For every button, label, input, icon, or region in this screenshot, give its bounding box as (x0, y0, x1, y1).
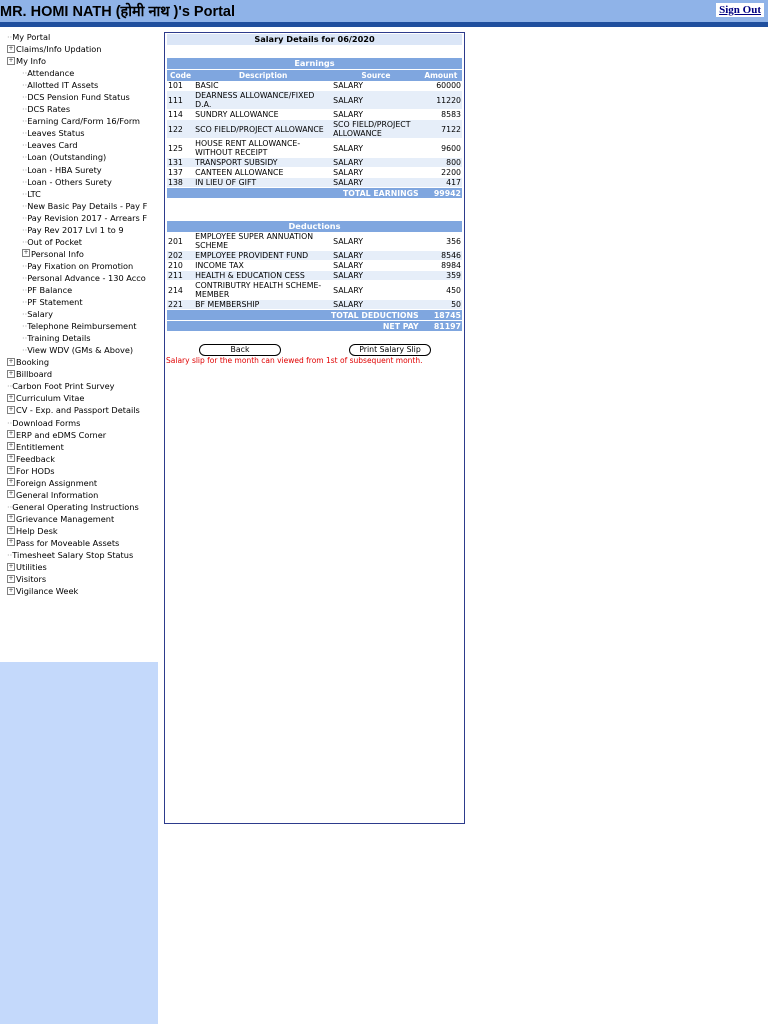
print-salary-slip-button[interactable]: Print Salary Slip (349, 344, 431, 356)
expand-icon[interactable]: + (8, 369, 14, 377)
expand-icon[interactable]: + (8, 538, 14, 546)
sidebar-item-label: Claims/Info Updation (16, 44, 102, 55)
expand-icon[interactable]: + (8, 357, 14, 365)
expand-icon[interactable]: + (8, 562, 14, 570)
sidebar-item-label: Leaves Card (27, 140, 78, 151)
cell-desc: EMPLOYEE SUPER ANNUATION SCHEME (194, 232, 332, 251)
sidebar-item-label: Attendance (27, 68, 75, 79)
sidebar-item[interactable] (0, 537, 158, 549)
sidebar-item[interactable] (0, 344, 158, 356)
cell-amount: 356 (420, 232, 462, 251)
deductions-table (167, 232, 462, 332)
tree-connector-icon: ·· (22, 128, 28, 139)
sidebar-item-label: PF Statement (27, 297, 83, 308)
cell-desc: HEALTH & EDUCATION CESS (194, 271, 332, 281)
tree-connector-icon: ·· (22, 212, 28, 223)
cell-amount: 9600 (420, 139, 462, 158)
col-source: Source (332, 70, 420, 81)
salary-panel (164, 32, 465, 824)
cell-code: 201 (167, 232, 194, 251)
cell-desc: SCO FIELD/PROJECT ALLOWANCE (194, 120, 332, 139)
cell-source: SALARY (332, 251, 420, 261)
expand-icon[interactable]: + (8, 454, 14, 462)
cell-code: 211 (167, 271, 194, 281)
back-button[interactable]: Back (199, 344, 281, 356)
sidebar-item[interactable] (0, 417, 158, 429)
tree-connector-icon: ·· (22, 116, 28, 127)
tree-connector-icon: ·· (22, 92, 28, 103)
expand-icon[interactable]: + (8, 405, 14, 413)
tree-connector-icon: ·· (7, 417, 13, 428)
deductions-header: Deductions (167, 221, 462, 232)
header-bar (0, 0, 768, 22)
cell-code: 114 (167, 110, 194, 120)
cell-code: 131 (167, 158, 194, 168)
table-row (167, 158, 462, 168)
sidebar-item[interactable] (0, 272, 158, 284)
sidebar-item[interactable] (0, 31, 158, 43)
sidebar-item[interactable] (0, 501, 158, 513)
salary-slip-note: Salary slip for the month can viewed from 1st of subsequent month. (166, 356, 423, 365)
table-row (167, 81, 462, 91)
cell-source: SCO FIELD/PROJECT ALLOWANCE (332, 120, 420, 139)
cell-desc: BF MEMBERSHIP (194, 300, 332, 310)
tree-connector-icon: ·· (22, 164, 28, 175)
expand-icon[interactable]: + (8, 574, 14, 582)
cell-source: SALARY (332, 281, 420, 300)
cell-amount: 8546 (420, 251, 462, 261)
sidebar-item-label: For HODs (16, 465, 55, 476)
cell-source: SALARY (332, 158, 420, 168)
tree-connector-icon: ·· (22, 333, 28, 344)
sidebar-item[interactable] (0, 441, 158, 453)
sidebar-item-label: DCS Rates (27, 104, 71, 115)
sidebar-item-label: General Information (16, 489, 99, 500)
sidebar-item-label: Pay Revision 2017 - Arrears F (27, 212, 148, 223)
sidebar-item[interactable] (0, 404, 158, 416)
table-row (167, 232, 462, 251)
table-row (167, 91, 462, 110)
sidebar-item[interactable] (0, 79, 158, 91)
sidebar-item[interactable] (0, 139, 158, 151)
cell-source: SALARY (332, 300, 420, 310)
sidebar-item-label: Booking (16, 357, 50, 368)
sidebar-item[interactable] (0, 224, 158, 236)
sidebar-item[interactable] (0, 525, 158, 537)
tree-connector-icon: ·· (22, 224, 28, 235)
cell-code: 122 (167, 120, 194, 139)
sidebar-item[interactable] (0, 284, 158, 296)
sidebar-item-label: Training Details (27, 333, 91, 344)
cell-desc: EMPLOYEE PROVIDENT FUND (194, 251, 332, 261)
sidebar-filler (0, 662, 158, 1024)
cell-amount: 417 (420, 178, 462, 188)
cell-desc: HOUSE RENT ALLOWANCE-WITHOUT RECEIPT (194, 139, 332, 158)
sidebar-item[interactable] (0, 429, 158, 441)
sidebar-item[interactable] (0, 200, 158, 212)
sidebar-item[interactable] (0, 103, 158, 115)
table-row (167, 271, 462, 281)
col-description: Description (194, 70, 332, 81)
sidebar-item-label: Feedback (16, 453, 55, 464)
sidebar-item-label: Telephone Reimbursement (27, 321, 137, 332)
sidebar-item[interactable] (0, 513, 158, 525)
sidebar-item-label: Earning Card/Form 16/Form (27, 116, 141, 127)
sidebar-item[interactable] (0, 127, 158, 139)
sidebar-item-label: Pay Rev 2017 Lvl 1 to 9 (27, 224, 124, 235)
sidebar-item[interactable] (0, 356, 158, 368)
cell-amount: 450 (420, 281, 462, 300)
sidebar-item-label: Allotted IT Assets (27, 80, 99, 91)
sidebar-item[interactable] (0, 380, 158, 392)
expand-icon[interactable]: + (8, 466, 14, 474)
sidebar-item-label: Grievance Management (16, 513, 115, 524)
cell-source: SALARY (332, 232, 420, 251)
sidebar-item-label: Entitlement (16, 441, 64, 452)
cell-amount: 8583 (420, 110, 462, 120)
sidebar-item-label: Timesheet Salary Stop Status (12, 550, 134, 561)
cell-amount: 359 (420, 271, 462, 281)
sidebar-item[interactable] (0, 164, 158, 176)
cell-source: SALARY (332, 81, 420, 91)
portal-title: MR. HOMI NATH (होमी नाथ )'s Portal (0, 4, 236, 20)
cell-code: 101 (167, 81, 194, 91)
cell-amount: 7122 (420, 120, 462, 139)
table-row (167, 261, 462, 271)
sidebar-item[interactable] (0, 549, 158, 561)
tree-connector-icon: ·· (22, 272, 28, 283)
tree-connector-icon: ·· (22, 297, 28, 308)
sidebar-item-label: CV - Exp. and Passport Details (16, 405, 140, 416)
sidebar-item-label: My Info (16, 56, 47, 67)
sidebar-item[interactable] (0, 453, 158, 465)
expand-icon[interactable]: + (8, 586, 14, 594)
sidebar (0, 27, 158, 1024)
expand-icon[interactable]: + (8, 44, 14, 52)
sidebar-item[interactable] (0, 332, 158, 344)
sidebar-item-label: Loan (Outstanding) (27, 152, 107, 163)
col-amount: Amount (420, 70, 462, 81)
tree-connector-icon: ·· (7, 501, 13, 512)
sidebar-item-label: View WDV (GMs & Above) (27, 345, 134, 356)
cell-code: 138 (167, 178, 194, 188)
cell-source: SALARY (332, 261, 420, 271)
cell-desc: SUNDRY ALLOWANCE (194, 110, 332, 120)
expand-icon[interactable]: + (8, 430, 14, 438)
expand-icon[interactable]: + (8, 56, 14, 64)
sidebar-item-label: Utilities (16, 562, 47, 573)
cell-code: 210 (167, 261, 194, 271)
tree-connector-icon: ·· (22, 80, 28, 91)
tree-connector-icon: ·· (7, 32, 13, 42)
table-row (167, 139, 462, 158)
sidebar-item-label: Billboard (16, 369, 53, 380)
table-row (167, 300, 462, 310)
sidebar-item-label: Leaves Status (27, 128, 85, 139)
cell-source: SALARY (332, 168, 420, 178)
tree-connector-icon: ·· (22, 152, 28, 163)
sidebar-item-label: Loan - Others Surety (27, 176, 112, 187)
sidebar-item[interactable] (0, 115, 158, 127)
sidebar-item[interactable] (0, 368, 158, 380)
table-row (167, 168, 462, 178)
cell-source: SALARY (332, 271, 420, 281)
expand-icon[interactable]: + (8, 490, 14, 498)
earnings-table (167, 70, 462, 199)
sidebar-item-label: Salary (27, 309, 53, 320)
tree-connector-icon: ·· (22, 345, 28, 356)
sidebar-item-label: Pass for Moveable Assets (16, 537, 120, 548)
total-deductions-value: 18745 (420, 310, 462, 321)
sidebar-item-label: DCS Pension Fund Status (27, 92, 130, 103)
expand-icon[interactable]: + (8, 526, 14, 534)
sidebar-item[interactable] (0, 188, 158, 200)
tree-connector-icon: ·· (22, 284, 28, 295)
tree-connector-icon: ·· (22, 309, 28, 320)
sidebar-item[interactable] (0, 91, 158, 103)
expand-icon[interactable]: + (8, 478, 14, 486)
sidebar-item-label: Curriculum Vitae (16, 393, 85, 404)
sidebar-item[interactable] (0, 561, 158, 573)
cell-amount: 800 (420, 158, 462, 168)
sidebar-item[interactable] (0, 212, 158, 224)
cell-code: 137 (167, 168, 194, 178)
cell-amount: 11220 (420, 91, 462, 110)
total-earnings-label: TOTAL EARNINGS (167, 188, 420, 199)
sidebar-item-label: ERP and eDMS Corner (16, 429, 107, 440)
sidebar-item[interactable] (0, 308, 158, 320)
expand-icon[interactable]: + (8, 393, 14, 401)
cell-amount: 8984 (420, 261, 462, 271)
cell-code: 202 (167, 251, 194, 261)
tree-connector-icon: ·· (22, 104, 28, 115)
sidebar-item[interactable] (0, 573, 158, 585)
sidebar-item[interactable] (0, 320, 158, 332)
sidebar-item-label: LTC (27, 188, 41, 199)
sidebar-item-label: Visitors (16, 574, 47, 585)
tree-connector-icon: ·· (22, 321, 28, 332)
nav-tree (0, 31, 158, 597)
tree-connector-icon: ·· (7, 550, 13, 561)
sidebar-item[interactable] (0, 55, 158, 67)
cell-code: 214 (167, 281, 194, 300)
cell-code: 125 (167, 139, 194, 158)
cell-desc: DEARNESS ALLOWANCE/FIXED D.A. (194, 91, 332, 110)
table-row (167, 120, 462, 139)
tree-connector-icon: ·· (22, 68, 28, 79)
tree-connector-icon: ·· (22, 236, 28, 247)
sign-out-link[interactable]: Sign Out (716, 3, 764, 17)
sidebar-item-label: General Operating Instructions (12, 501, 139, 512)
cell-code: 111 (167, 91, 194, 110)
cell-desc: INCOME TAX (194, 261, 332, 271)
sidebar-item[interactable] (0, 260, 158, 272)
sidebar-item[interactable] (0, 248, 158, 260)
cell-amount: 2200 (420, 168, 462, 178)
expand-icon[interactable]: + (23, 249, 29, 257)
tree-connector-icon: ·· (22, 176, 28, 187)
sidebar-item-label: Loan - HBA Surety (27, 164, 102, 175)
total-earnings-value: 99942 (420, 188, 462, 199)
tree-connector-icon: ·· (22, 140, 28, 151)
total-deductions-label: TOTAL DEDUCTIONS (167, 310, 420, 321)
cell-source: SALARY (332, 91, 420, 110)
cell-code: 221 (167, 300, 194, 310)
tree-connector-icon: ·· (22, 188, 28, 199)
table-row (167, 178, 462, 188)
sidebar-item-label: Out of Pocket (27, 236, 83, 247)
tree-connector-icon: ·· (7, 381, 13, 392)
sidebar-item[interactable] (0, 489, 158, 501)
cell-desc: CANTEEN ALLOWANCE (194, 168, 332, 178)
sidebar-item-label: Personal Info (31, 248, 84, 259)
sidebar-item[interactable] (0, 43, 158, 55)
table-row (167, 281, 462, 300)
sidebar-item-label: Foreign Assignment (16, 477, 98, 488)
cell-amount: 50 (420, 300, 462, 310)
col-code: Code (167, 70, 194, 81)
sidebar-item-label: Carbon Foot Print Survey (12, 381, 115, 392)
cell-source: SALARY (332, 110, 420, 120)
cell-source: SALARY (332, 139, 420, 158)
sidebar-item-label: Vigilance Week (16, 586, 79, 597)
expand-icon[interactable]: + (8, 442, 14, 450)
table-row (167, 110, 462, 120)
cell-desc: IN LIEU OF GIFT (194, 178, 332, 188)
cell-source: SALARY (332, 178, 420, 188)
sidebar-item[interactable] (0, 151, 158, 163)
sidebar-item[interactable] (0, 585, 158, 597)
sidebar-item[interactable] (0, 176, 158, 188)
cell-desc: CONTRIBUTRY HEALTH SCHEME-MEMBER (194, 281, 332, 300)
net-pay-label: NET PAY (167, 321, 420, 332)
expand-icon[interactable]: + (8, 514, 14, 522)
sidebar-item-label: New Basic Pay Details - Pay F (27, 200, 148, 211)
sidebar-item[interactable] (0, 477, 158, 489)
tree-connector-icon: ·· (22, 260, 28, 271)
tree-connector-icon: ·· (22, 200, 28, 211)
earnings-header: Earnings (167, 58, 462, 69)
sidebar-item-label: My Portal (12, 32, 51, 42)
sidebar-item-label: Personal Advance - 130 Acco (27, 272, 146, 283)
sidebar-item[interactable] (0, 67, 158, 79)
sidebar-item-label: Download Forms (12, 417, 81, 428)
table-row (167, 251, 462, 261)
cell-desc: BASIC (194, 81, 332, 91)
cell-desc: TRANSPORT SUBSIDY (194, 158, 332, 168)
salary-title: Salary Details for 06/2020 (167, 34, 462, 45)
sidebar-item-label: Pay Fixation on Promotion (27, 260, 134, 271)
sidebar-item[interactable] (0, 465, 158, 477)
cell-amount: 60000 (420, 81, 462, 91)
sidebar-item[interactable] (0, 236, 158, 248)
net-pay-value: 81197 (420, 321, 462, 332)
sidebar-item[interactable] (0, 392, 158, 404)
sidebar-item[interactable] (0, 296, 158, 308)
sidebar-item-label: PF Balance (27, 284, 73, 295)
sidebar-item-label: Help Desk (16, 525, 58, 536)
